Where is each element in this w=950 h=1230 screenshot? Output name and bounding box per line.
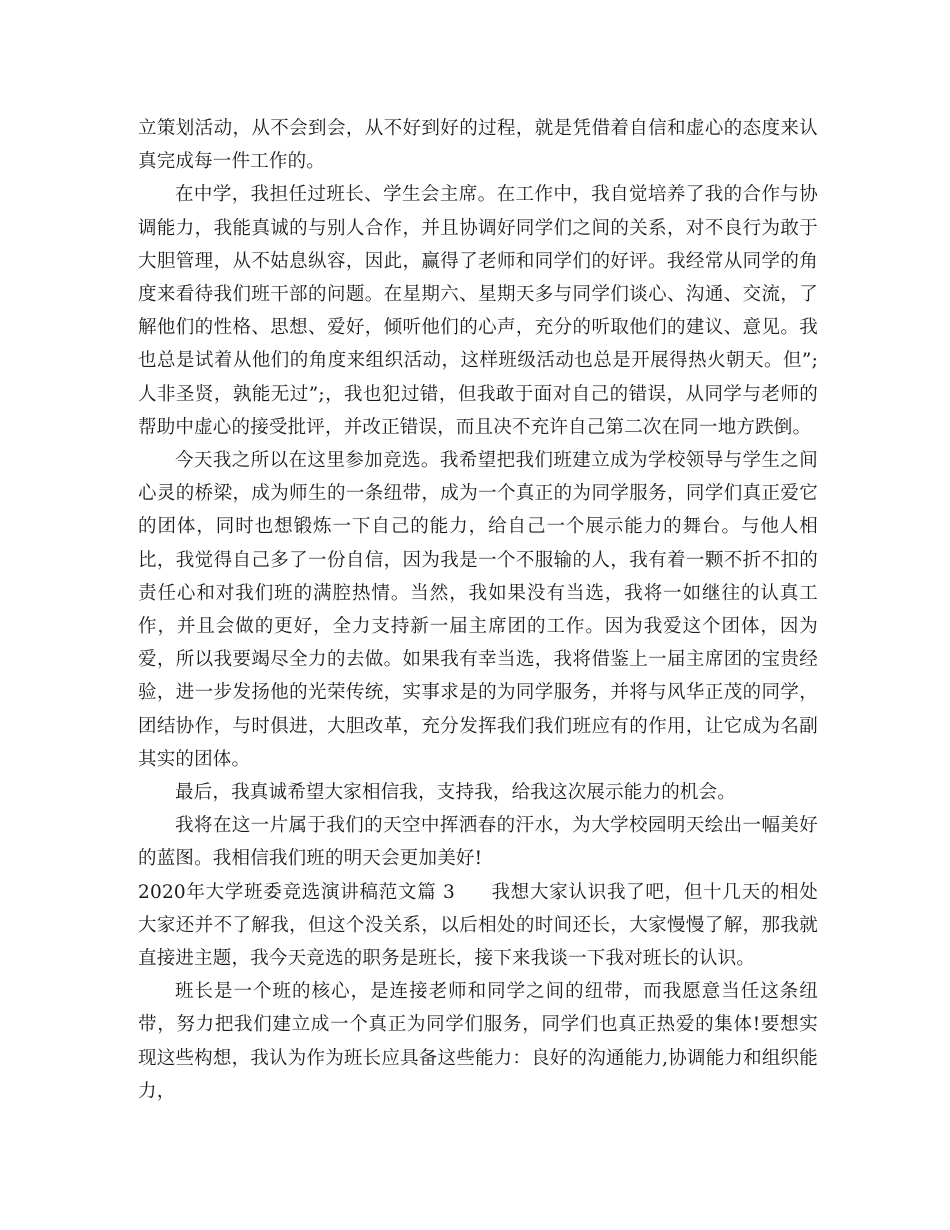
paragraph-experience: 在中学，我担任过班长、学生会主席。在工作中，我自觉培养了我的合作与协调能力，我能真诚的与别人合作，并且协调好同学们之间的关系，对不良行为敢于大胆管理，从不姑息纵容，因此，赢得了老师和同学们的好评。我经常从同学的角度来看待我们班干部的问题。在星期六、星期天多与同学们谈心、沟通、交流，了解他们的性格、思想、爱好，倾听他们的心声，充分的听取他们的建议、意见。我也总是试着从他们的角度来组织活动，这样班级活动也总是开展得热火朝天。但”;人非圣贤，孰能无过”;，我也犯过错，但我敢于面对自己的错误，从同学与老师的帮助中虚心的接受批评，并改正错误，而且决不充许自己第二次在同一地方跌倒。 xyxy=(138,184,818,438)
section-3-intro: 我想大家认识我了吧，但十几天的相处大家还并不了解我，但这个没关系，以后相处的时间还长，大家慢慢了解，那我就直接进主题，我今天竞选的职务是班长，接下来我谈一下我对班长的认识。 xyxy=(138,881,818,970)
section-heading: 2020年大学班委竞选演讲稿范文篇 3 xyxy=(138,881,456,903)
section-3-block xyxy=(138,876,818,976)
document-body xyxy=(138,112,818,1108)
paragraph-continuation: 立策划活动，从不会到会，从不好到好的过程，就是凭借着自信和虚心的态度来认真完成每一件工作的。 xyxy=(138,118,818,173)
paragraph-campaign: 今天我之所以在这里参加竞选。我希望把我们班建立成为学校领导与学生之间心灵的桥梁，成为师生的一条纽带，成为一个真正的为同学服务，同学们真正爱它的团体，同时也想锻炼一下自己的能力，给自己一个展示能力的舞台。与他人相比，我觉得自己多了一份自信，因为我是一个不服输的人，我有着一颗不折不扣的责任心和对我们班的满腔热情。当然，我如果没有当选，我将一如继往的认真工作，并且会做的更好，全力支持新一届主席团的工作。因为我爱这个团体，因为爱，所以我要竭尽全力的去做。如果我有幸当选，我将借鉴上一届主席团的宝贵经验，进一步发扬他的光荣传统，实事求是的为同学服务，并将与风华正茂的同学，团结协作，与时俱进，大胆改革，充分发挥我们我们班应有的作用，让它成为名副其实的团体。 xyxy=(138,450,818,770)
paragraph-closing-request: 最后，我真诚希望大家相信我，支持我，给我这次展示能力的机会。 xyxy=(175,782,737,804)
paragraph-class-monitor: 班长是一个班的核心，是连接老师和同学之间的纽带，而我愿意当任这条纽带，努力把我们建立成一个真正为同学们服务，同学们也真正热爱的集体!要想实现这些构想，我认为作为班长应具备这些能力：良好的沟通能力,协调能力和组织能力， xyxy=(138,981,818,1102)
paragraph-closing-vision: 我将在这一片属于我们的天空中挥洒春的汗水，为大学校园明天绘出一幅美好的蓝图。我相信我们班的明天会更加美好! xyxy=(138,815,818,870)
